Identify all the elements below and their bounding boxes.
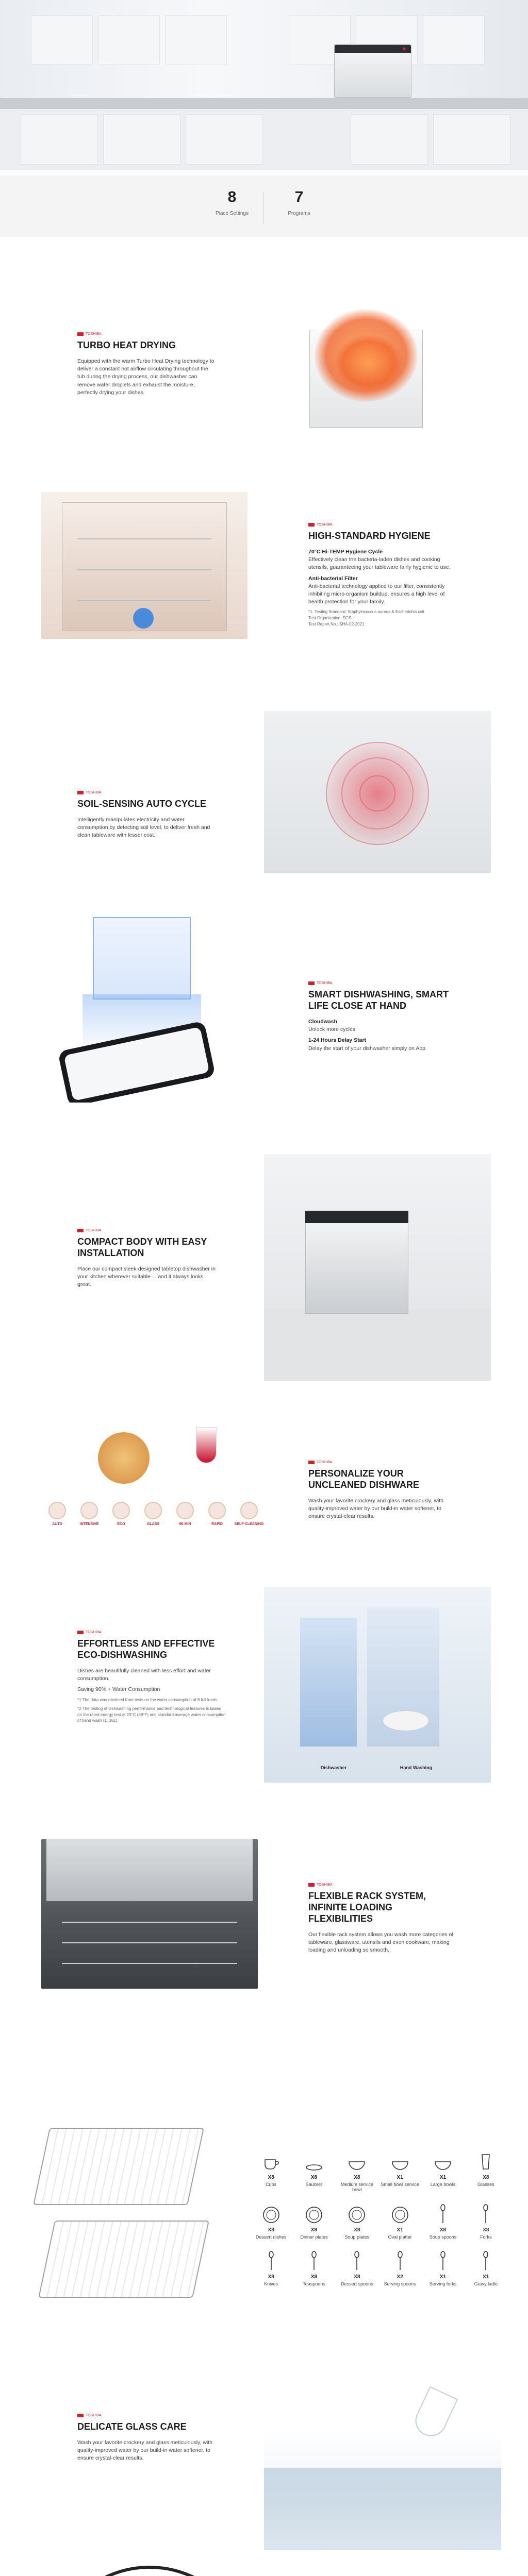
- wine-glass-icon: [196, 1427, 217, 1463]
- feature-subtitle: 70°C Hi-TEMP Hygiene Cycle: [308, 548, 383, 555]
- item-count: X8: [354, 2175, 360, 2180]
- glass-care-image: [264, 2354, 501, 2550]
- load-item-teaspoon: [292, 2250, 335, 2286]
- soil-sensing-image: [264, 711, 491, 873]
- program-glass-icon: GLASS: [137, 1502, 169, 1527]
- brand-logo: TOSHIBA: [308, 523, 333, 527]
- oval-platter-icon: [378, 2203, 421, 2224]
- cup-icon: [250, 2150, 292, 2171]
- serving-fork-icon: [421, 2250, 464, 2270]
- program-eco-icon: ECO: [105, 1502, 137, 1527]
- load-item-glass: [465, 2150, 507, 2193]
- feature-title: DELICATE GLASS CARE: [77, 2421, 187, 2432]
- feature-title: SOIL-SENSING AUTO CYCLE: [77, 799, 207, 809]
- feature-rack-text: [308, 1880, 458, 1958]
- item-name: Glasses: [477, 2181, 494, 2187]
- load-capacity-grid: [250, 2150, 507, 2287]
- feature-body: Unlock more cycles: [308, 1026, 356, 1033]
- item-name: Teaspoons: [303, 2281, 325, 2286]
- item-name: Soup spoons: [429, 2234, 457, 2240]
- item-name: Serving spoons: [384, 2281, 416, 2286]
- brand-logo: TOSHIBA: [77, 791, 102, 794]
- brand-logo: TOSHIBA: [308, 981, 333, 985]
- item-count: X8: [268, 2274, 274, 2280]
- feature-hygiene-text: [308, 520, 458, 627]
- load-item-dessert-dish: [250, 2203, 292, 2240]
- feature-title: COMPACT BODY WITH EASY INSTALLATION: [77, 1236, 207, 1258]
- item-count: X8: [354, 2274, 360, 2280]
- item-name: Dessert dishes: [255, 2234, 287, 2240]
- item-name: Soup plates: [344, 2234, 370, 2240]
- item-count: X1: [397, 2227, 403, 2233]
- item-count: X8: [354, 2227, 360, 2233]
- load-item-small-bowl: [378, 2150, 421, 2193]
- load-item-knife: [250, 2250, 292, 2286]
- spec-stats: [0, 175, 528, 237]
- item-count: X8: [310, 2227, 318, 2233]
- feature-title: SMART DISHWASHING, SMART LIFE CLOSE AT HAND: [308, 989, 449, 1011]
- soup-plate-icon: [336, 2203, 378, 2224]
- item-name: Dinner plates: [300, 2234, 328, 2240]
- clock-icon: [46, 2566, 253, 2576]
- feature-subtitle: Anti-bacterial Filter: [308, 575, 358, 582]
- feature-title: TURBO HEAT DRYING: [77, 340, 176, 350]
- footnote: *2 The testing of dishwashing performance and technological features is based on the rated energy test at 20°C (68°F) and standard average water consumption of hand wash (1: 38L).: [77, 1706, 226, 1723]
- load-item-large-bowl: [421, 2150, 464, 2193]
- load-item-dessert-spoon: [336, 2250, 378, 2286]
- load-item-serving-fork: [421, 2250, 464, 2286]
- feature-smart-text: [308, 979, 458, 1056]
- footnote: *1 The data was obtained from tests on the water consumption of 8 full loads.: [77, 1697, 219, 1702]
- dessert-dish-icon: [250, 2203, 292, 2224]
- load-item-gravy-ladle: [465, 2250, 507, 2286]
- feature-body: Delay the start of your dishwasher simply on App: [308, 1045, 426, 1052]
- item-name: Forks: [480, 2234, 492, 2240]
- glass-icon: [465, 2150, 507, 2171]
- load-item-serving-spoon: [378, 2250, 421, 2286]
- item-count: X1: [397, 2175, 403, 2180]
- item-count: X8: [310, 2274, 318, 2280]
- program-rapid-icon: RAPID: [201, 1502, 233, 1527]
- stat-value: 7: [294, 189, 304, 206]
- load-item-dinner-plate: [292, 2203, 335, 2240]
- feature-personalize-text: [308, 1458, 458, 1524]
- item-name: Saucers: [305, 2181, 323, 2187]
- fork-icon: [465, 2203, 507, 2224]
- dinner-plate-icon: [292, 2203, 335, 2224]
- load-item-saucer: [292, 2150, 335, 2193]
- item-count: X8: [483, 2175, 489, 2180]
- rack-system-image: [41, 1839, 258, 1989]
- dishwasher-icon: [305, 1211, 408, 1314]
- feature-body: Wash your favorite crockery and glass meticulously, with quality-improved water by our build-in water softener, to ensure crystal-clear results.: [308, 1497, 444, 1520]
- compact-body-image: [264, 1154, 491, 1381]
- plate-stack-icon: [383, 1710, 429, 1731]
- filter-icon: [133, 608, 154, 629]
- program-90min-icon: 90 MIN: [169, 1502, 201, 1527]
- small-bowl-icon: [378, 2150, 421, 2171]
- feature-body: Effectively clean the bacteria-laden dishes and cooking utensils, guaranteeing your tableware fairly hygienic to use.: [308, 556, 451, 571]
- stat-programs: [266, 190, 333, 218]
- item-count: X8: [310, 2175, 318, 2180]
- feature-soil-text: [77, 788, 217, 843]
- feature-title: EFFORTLESS AND EFFECTIVE ECO-DISHWASHING: [77, 1638, 215, 1660]
- plate-icon: [98, 1432, 150, 1484]
- program-intensive-icon: INTENSIVE: [73, 1502, 105, 1527]
- dishwasher-label: Dishwasher: [320, 1765, 347, 1770]
- feature-subtitle: Cloudwash: [308, 1018, 338, 1025]
- brand-logo: TOSHIBA: [77, 1229, 102, 1232]
- item-count: X1: [439, 2175, 447, 2180]
- item-count: X8: [268, 2227, 274, 2233]
- item-count: X2: [397, 2274, 403, 2280]
- item-count: X1: [483, 2274, 489, 2280]
- large-bowl-icon: [421, 2150, 464, 2171]
- gravy-ladle-icon: [465, 2250, 507, 2270]
- knife-icon: [250, 2250, 292, 2270]
- smart-app-image: [21, 907, 258, 1103]
- footnote: Test Report No.: SHA-02-2021: [308, 621, 365, 626]
- wine-glass-icon: [410, 2386, 458, 2442]
- stat-value: 8: [227, 189, 237, 206]
- feature-title: FLEXIBLE RACK SYSTEM, INFINITE LOADING FLEXIBILITIES: [308, 1891, 426, 1924]
- stat-label: Programs: [288, 211, 310, 216]
- item-count: X8: [268, 2175, 274, 2180]
- brand-logo: TOSHIBA: [77, 1631, 102, 1634]
- feature-body: Our flexible rack system allows you wash more categories of tableware, glassware, utensils and even cookware, making loading and unloading so smooth.: [308, 1931, 454, 1954]
- soup-spoon-icon: [421, 2203, 464, 2224]
- saucer-icon: [292, 2150, 335, 2171]
- item-count: X1: [439, 2274, 447, 2280]
- brand-logo: TOSHIBA: [77, 332, 102, 336]
- feature-subtitle: 1-24 Hours Delay Start: [308, 1037, 367, 1044]
- hygiene-image: [41, 492, 248, 639]
- brand-logo: TOSHIBA: [308, 1883, 333, 1887]
- feature-title: HIGH-STANDARD HYGIENE: [308, 531, 431, 541]
- feature-body: Intelligently manipulates electricity and water consumption by detecting soil level, to deliver fresh and clean tableware with lesser cost.: [77, 816, 210, 839]
- feature-body: Wash your favorite crockery and glass meticulously, with quality-improved water by our build-in water softener, to ensure crystal-clear results.: [77, 2439, 213, 2462]
- item-name: Small bowl service: [381, 2181, 419, 2187]
- item-name: Serving forks: [429, 2281, 457, 2286]
- brand-logo: TOSHIBA: [77, 2414, 102, 2417]
- item-name: Oval platter: [388, 2234, 412, 2240]
- hand-washing-label: Hand Washing: [400, 1765, 433, 1770]
- load-item-oval-platter: [378, 2203, 421, 2240]
- feature-eco-text: [77, 1628, 227, 1724]
- brand-logo: TOSHIBA: [308, 1461, 333, 1464]
- serving-spoon-icon: [378, 2250, 421, 2270]
- hero-image: [0, 0, 528, 170]
- footnote: Test Organization: SGS: [308, 616, 352, 621]
- dessert-spoon-icon: [336, 2250, 378, 2270]
- program-self-cleaning-icon: SELF-CLEANING: [233, 1502, 265, 1527]
- eco-comparison-image: [264, 1587, 491, 1783]
- dishwasher-icon: [93, 917, 191, 999]
- load-item-cup: [250, 2150, 292, 2193]
- dishwasher-icon: [334, 44, 411, 98]
- water-splash-icon: [264, 2468, 501, 2550]
- item-name: Dessert spoons: [341, 2281, 373, 2286]
- feature-title: PERSONALIZE YOUR UNCLEANED DISHWARE: [308, 1468, 420, 1490]
- load-item-soup-plate: [336, 2203, 378, 2240]
- feature-body: Anti-bacterial technology applied to our filter, consistently inhibiting micro-organism buildup, ensures a high level of health protection for your family.: [308, 583, 445, 605]
- feature-compact-text: [77, 1226, 217, 1292]
- load-item-fork: [465, 2203, 507, 2240]
- turbo-drying-image: [278, 289, 454, 448]
- item-name: Large bowls: [430, 2181, 456, 2187]
- feature-body: Place our compact sleek-designed tabletop dishwasher in your kitchen wherever suitable ... and it always looks great.: [77, 1265, 216, 1288]
- water-column-icon: [300, 1618, 357, 1747]
- stat-place-settings: [199, 190, 266, 218]
- feature-turbo-text: [77, 330, 217, 400]
- feature-glass-text: [77, 2411, 217, 2466]
- medium-bowl-icon: [336, 2150, 378, 2171]
- load-item-medium-bowl: [336, 2150, 378, 2193]
- stat-label: Place Settings: [216, 211, 249, 216]
- program-auto-icon: AUTO: [41, 1502, 73, 1527]
- feature-subtitle: Saving 90% + Water Consumption: [77, 1686, 160, 1693]
- personalize-image: [41, 1412, 268, 1566]
- item-name: Gravy ladle: [474, 2281, 498, 2286]
- teaspoon-icon: [292, 2250, 335, 2270]
- footnote: *1. Testing Standard: Staphylococcus aureus & Escherichia coli: [308, 609, 424, 615]
- item-count: X8: [483, 2227, 489, 2233]
- item-name: Cups: [266, 2181, 277, 2187]
- feature-body: Equipped with the warm Turbo Heat Drying technology to deliver a constant hot airflow circulating throughout the tub during the drying process, our dishwasher can remove water droplets and exhaust the moisture, perfectly drying your dishes.: [77, 358, 214, 396]
- feature-body: Dishes are beautifully cleaned with less effort and water consumption.: [77, 1667, 211, 1682]
- loaded-racks-image: [31, 2123, 217, 2308]
- item-count: X8: [439, 2227, 447, 2233]
- item-name: Medium service bowl: [340, 2181, 373, 2193]
- item-name: Knives: [264, 2281, 278, 2286]
- load-item-soup-spoon: [421, 2203, 464, 2240]
